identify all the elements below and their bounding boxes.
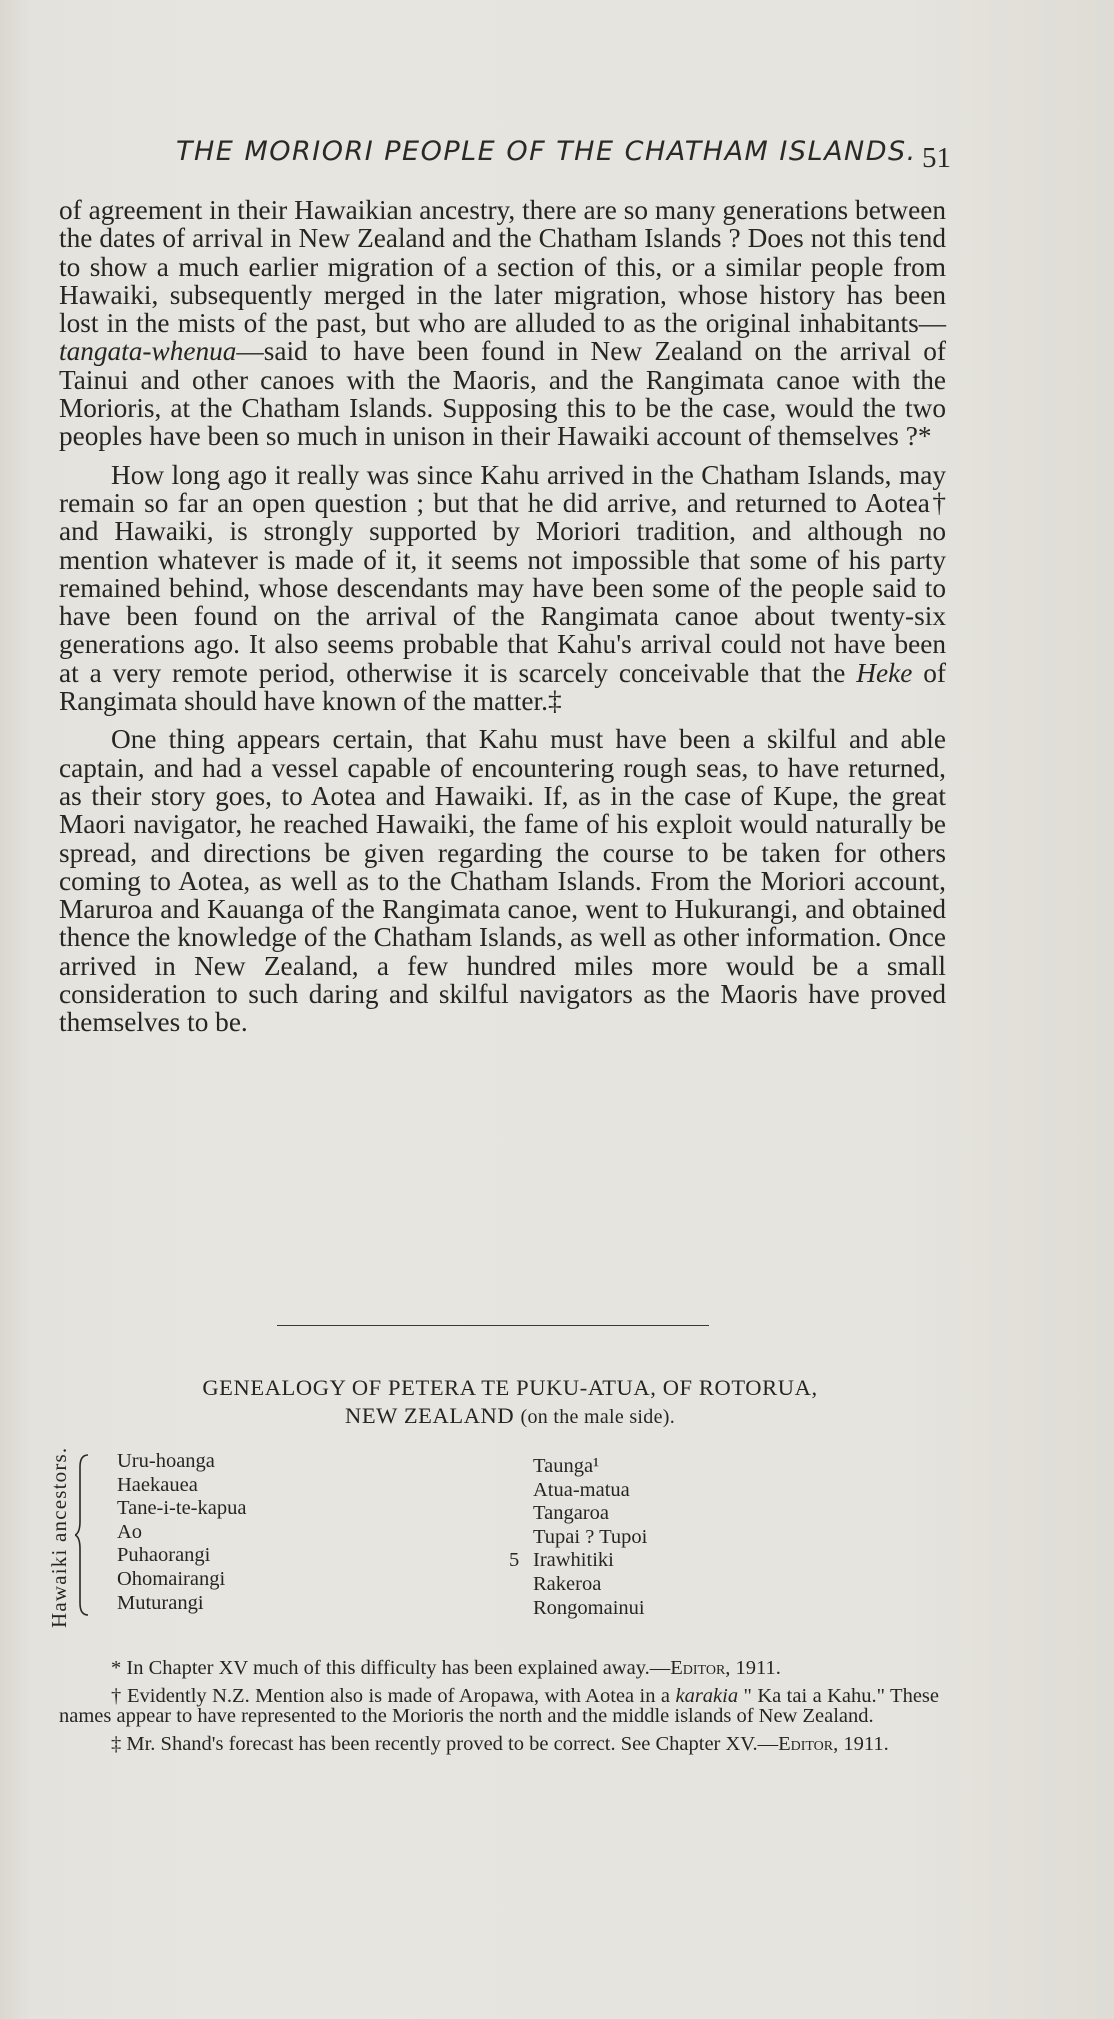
- footnote-3-text: ‡ Mr. Shand's forecast has been recently proved to be correct. See Chapter XV.—: [111, 1733, 779, 1755]
- ancestor-name: Haekauea: [117, 1473, 198, 1496]
- footnote-1-editor: Editor: [670, 1657, 726, 1679]
- genealogy-title: [110, 1374, 910, 1431]
- footnote-2-italic: karakia: [675, 1685, 739, 1707]
- section-divider: [277, 1325, 709, 1326]
- descendant-name: Tupai ? Tupoi: [533, 1525, 648, 1548]
- footnote-1-end: , 1911.: [725, 1657, 781, 1679]
- footnote-3-end: , 1911.: [833, 1733, 889, 1755]
- ancestor-name: Ohomairangi: [117, 1567, 226, 1590]
- page-number: 51: [922, 142, 951, 174]
- generation-number: 5: [509, 1549, 520, 1572]
- footnote-3: [59, 1734, 939, 1754]
- paragraph-1-italic: tangata-whenua: [59, 336, 237, 367]
- footnote-1: [59, 1658, 939, 1678]
- footnote-3-editor: Editor: [778, 1733, 834, 1755]
- paragraph-2: [59, 461, 946, 716]
- descendants-list: [509, 1455, 648, 1620]
- ancestor-name: Uru-hoanga: [117, 1450, 215, 1472]
- paragraph-2-italic: Heke: [856, 657, 913, 688]
- genealogy-title-line-1: GENEALOGY OF PETERA TE PUKU-ATUA, OF ROTORUA,: [202, 1375, 818, 1400]
- descendant-name: Taunga¹: [533, 1455, 600, 1477]
- descendant-name: Atua-matua: [533, 1478, 630, 1501]
- body-text: [59, 196, 946, 1037]
- ancestor-name: Ao: [117, 1520, 143, 1543]
- genealogy-title-line-2: [110, 1402, 910, 1431]
- paragraph-1-text: of agreement in their Hawaikian ancestry, there are so many generations between the dates of arrival in New Zealand and the Chatham Islands ? Does not this tend to show a much earlier migration of a section of this, or a similar people from Hawaiki, subsequently merged in the later migration, whose history has been lost in the mists of the past, but who are alluded to as the original inhabitants—: [59, 195, 946, 339]
- footnote-1-text: * In Chapter XV much of this difficulty has been explained away.—: [111, 1657, 671, 1679]
- ancestor-name: Muturangi: [117, 1591, 204, 1614]
- descendant-name: Rongomainui: [533, 1596, 645, 1619]
- hawaiki-ancestors-list: [117, 1450, 246, 1615]
- hawaiki-ancestors-label: Hawaiki ancestors.: [47, 1446, 71, 1628]
- paragraph-1-text-end: —said to have been found in New Zealand on the arrival of Tainui and other canoes with the Maoris, and the Rangimata canoe with the Morioris, at the Chatham Islands. Supposing this to be the case, would the two peoples have been so much in unison in their Hawaiki account of themselves ?*: [59, 336, 946, 452]
- paragraph-2-text-end: of Rangimata should have known of the matter.‡: [59, 657, 946, 717]
- footnote-2: [59, 1686, 939, 1726]
- paragraph-1: [59, 196, 946, 451]
- ancestor-name: Puhaorangi: [117, 1544, 211, 1567]
- running-title: THE MORIORI PEOPLE OF THE CHATHAM ISLANDS.: [176, 136, 917, 167]
- descendant-name: Rakeroa: [533, 1572, 602, 1595]
- ancestor-name: Tane-i-te-kapua: [117, 1497, 247, 1520]
- genealogy-title-place: NEW ZEALAND: [344, 1403, 515, 1428]
- footnote-2-text: † Evidently N.Z. Mention also is made of Aropawa, with Aotea in a: [111, 1685, 676, 1707]
- paragraph-2-text: How long ago it really was since Kahu arrived in the Chatham Islands, may remain so far an open question ; but that he did arrive, and returned to Aotea† and Hawaiki, is strongly supported by Moriori tradition, and although no mention whatever is made of it, it seems not impossible that some of his party remained behind, whose descendants may have been some of the people said to have been found on the arrival of the Rangimata canoe about twenty-six generations ago. It also seems probable that Kahu's arrival could not have been at a very remote period, otherwise it is scarcely conceivable that the: [59, 459, 946, 688]
- footnotes: [59, 1658, 939, 1762]
- paragraph-3: One thing appears certain, that Kahu must have been a skilful and able captain, and had a vessel capable of encountering rough seas, to have returned, as their story goes, to Aotea and Hawaiki. If, as in the case of Kupe, the great Maori navigator, he reached Hawaiki, the fame of his exploit would naturally be spread, and directions be given regarding the course to be taken for others coming to Aotea, as well as to the Chatham Islands. From the Moriori account, Maruroa and Kauanga of the Rangimata canoe, went to Hukurangi, and obtained thence the knowledge of the Chatham Islands, as well as other information. Once arrived in New Zealand, a few hundred miles more would be a small consideration to such daring and skilful navigators as the Maoris have proved themselves to be.: [59, 724, 946, 1038]
- descendant-name: Irawhitiki 5: [509, 1549, 614, 1572]
- genealogy-title-sub: (on the male side).: [520, 1406, 676, 1428]
- descendant-name: Tangaroa: [533, 1502, 609, 1525]
- brace-icon: [75, 1453, 89, 1617]
- footnote-2-end: " Ka tai a Kahu." These names appear to have represented to the Morioris the north and the middle islands of New Zealand.: [59, 1685, 939, 1727]
